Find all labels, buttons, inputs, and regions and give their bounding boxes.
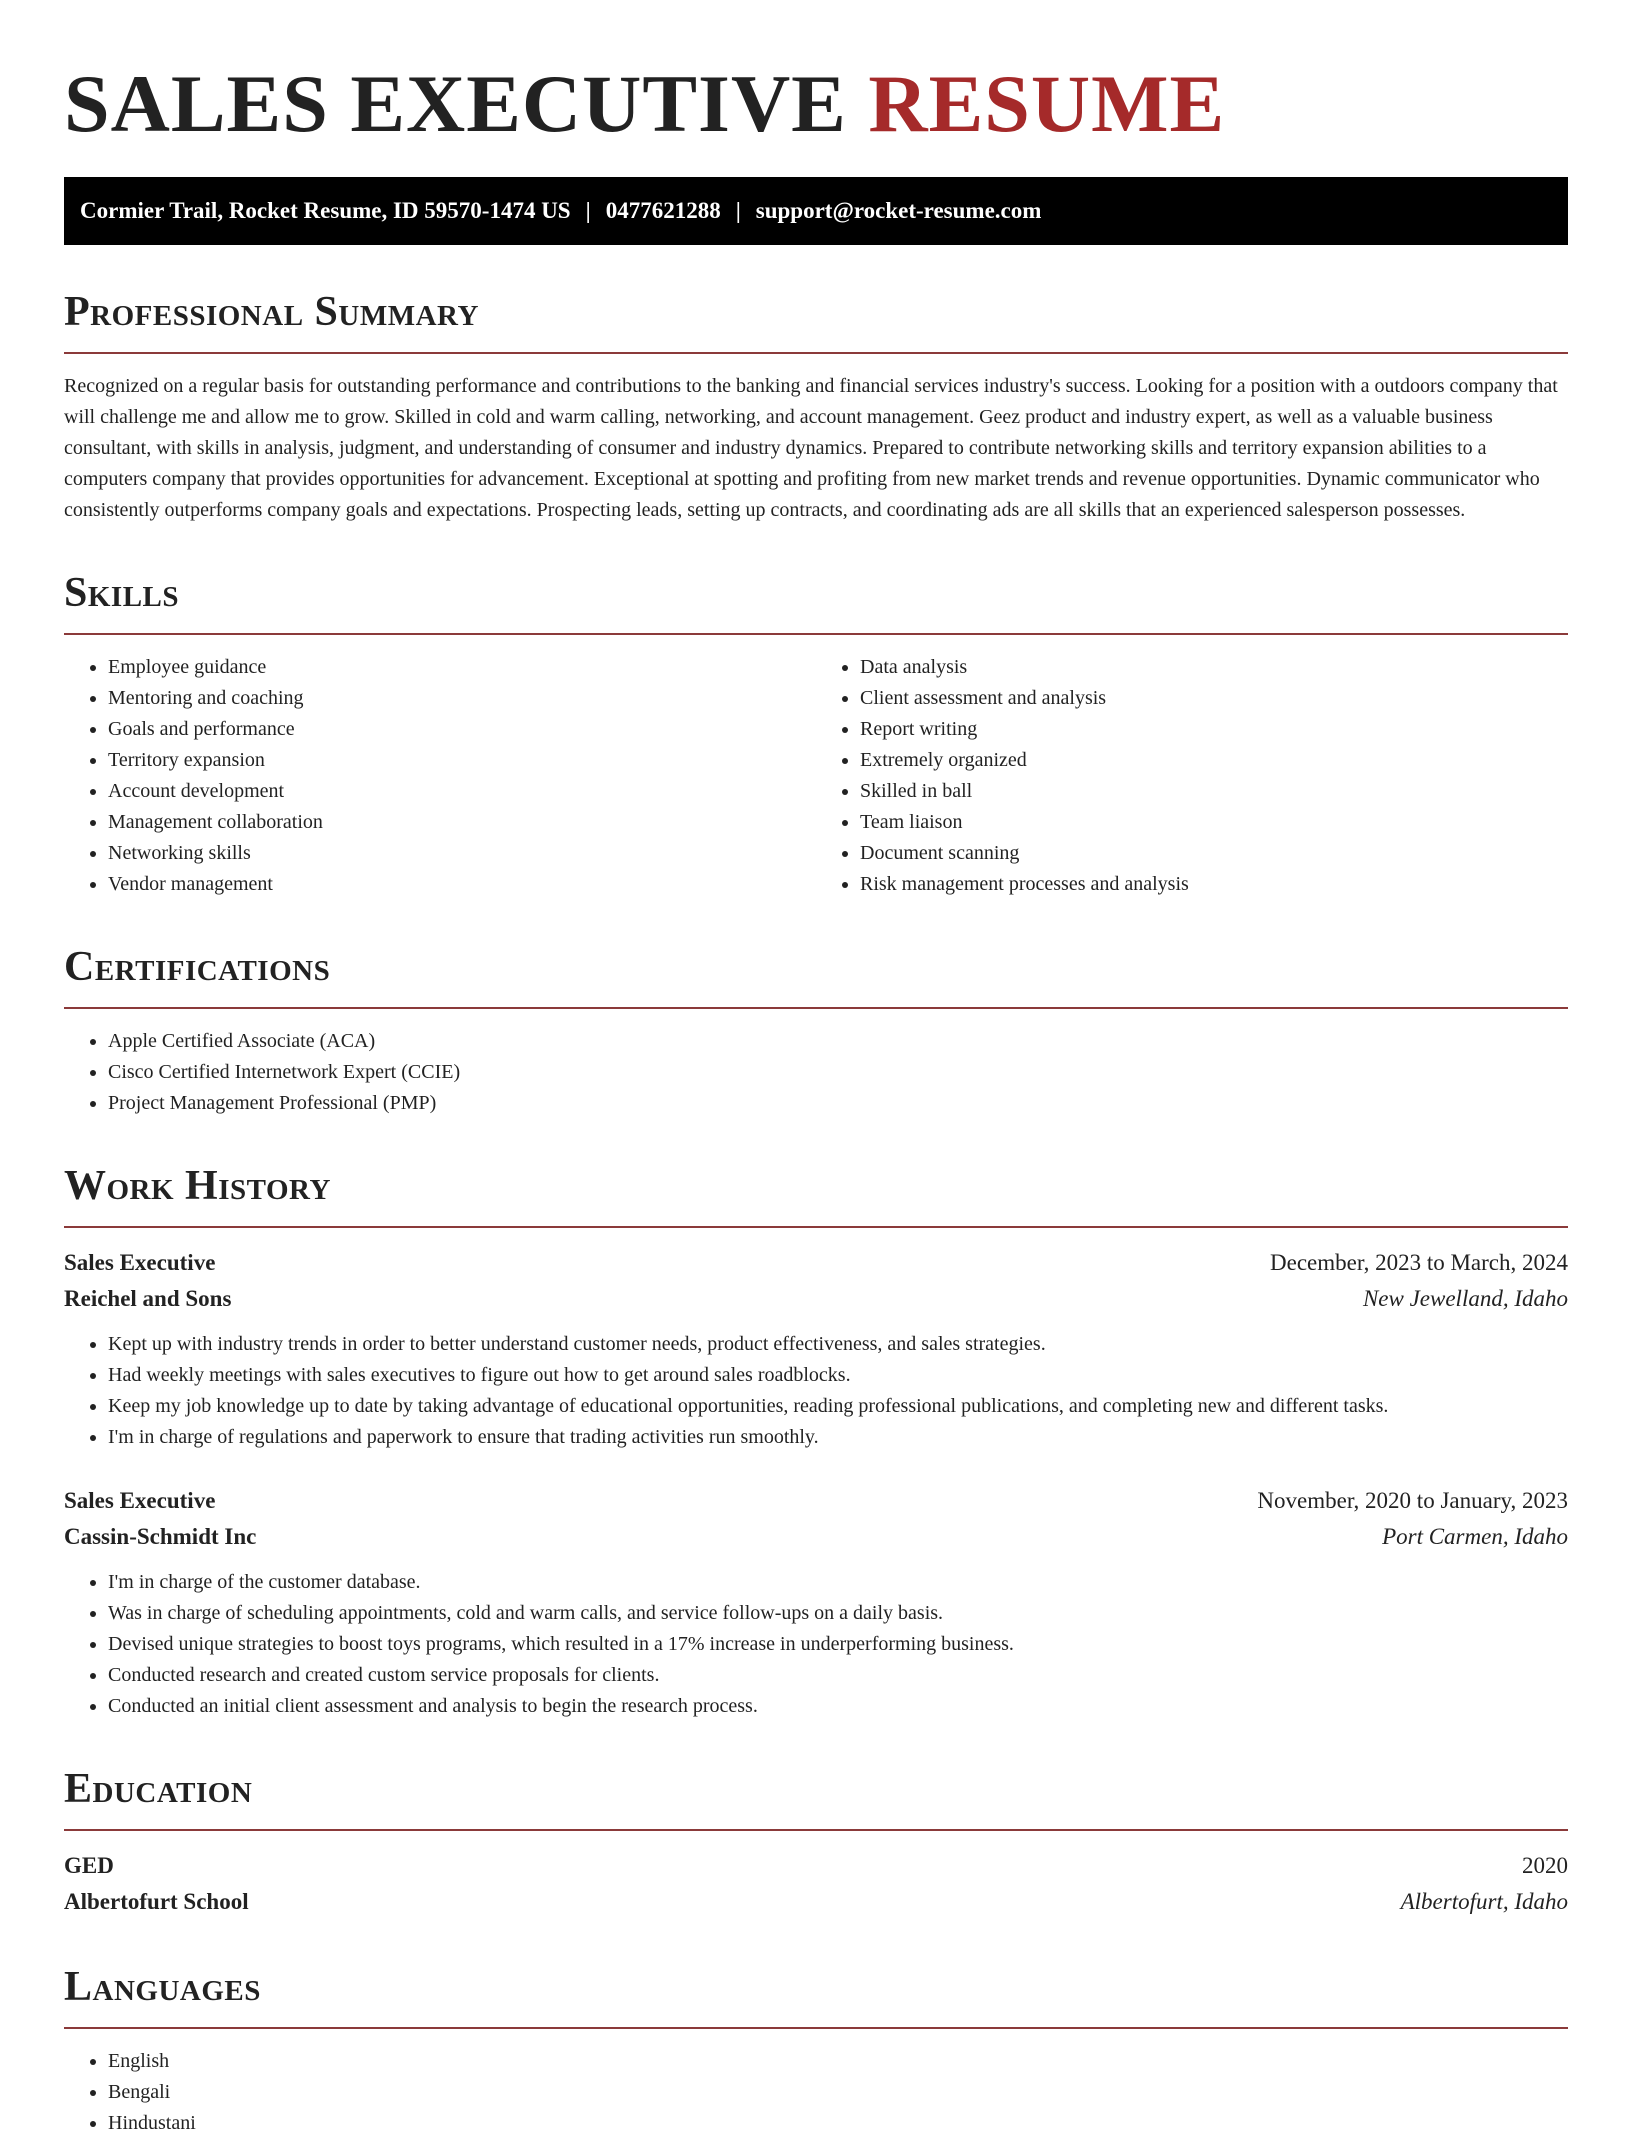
skills-column-left: [64, 652, 816, 900]
job-bullets: [64, 1567, 1568, 1722]
list-item: • Bengali: [108, 2077, 1568, 2108]
section-heading: Certifications: [64, 944, 331, 990]
list-item: • Mentoring and coaching: [108, 683, 816, 714]
list-item: • Devised unique strategies to boost toys programs, which resulted in a 17% increase in underperforming business.: [108, 1629, 1568, 1660]
list-item: • Client assessment and analysis: [860, 683, 1568, 714]
section-divider: [64, 352, 1568, 354]
list-item: • Account development: [108, 776, 816, 807]
job-dates: November, 2020 to January, 2023: [1257, 1488, 1568, 1513]
skills-column-right: [816, 652, 1568, 900]
title-accent: RESUME: [868, 58, 1226, 149]
education-header: [64, 1848, 1568, 1884]
list-item: • Extremely organized: [860, 745, 1568, 776]
job-subheader: [64, 1281, 1568, 1317]
list-item: • Was in charge of scheduling appointments, cold and warm calls, and service follow-ups on a daily basis.: [108, 1598, 1568, 1629]
list-item: • Vendor management: [108, 869, 816, 900]
summary-text: Recognized on a regular basis for outstanding performance and contributions to the banking and financial services industry's success. Looking for a position with a outdoors company that will challenge me and allow me to grow. Skilled in cold and warm calling, networking, and account management. Geez product and industry expert, as well as a valuable business consultant, with skills in analysis, judgment, and understanding of consumer and industry dynamics. Prepared to contribute networking skills and territory expansion abilities to a computers company that provides opportunities for advancement. Exceptional at spotting and profiting from new market trends and revenue opportunities. Dynamic communicator who consistently outperforms company goals and expectations. Prospecting leads, setting up contracts, and coordinating ads are all skills that an experienced salesperson possesses.: [64, 375, 1558, 521]
list-item: • Keep my job knowledge up to date by taking advantage of educational opportunities, reading professional publications, and completing new and different tasks.: [108, 1391, 1568, 1422]
contact-separator: |: [585, 198, 591, 223]
job-entry: [64, 1245, 1568, 1453]
education-location: Albertofurt, Idaho: [1400, 1889, 1568, 1914]
section-heading: Education: [64, 1766, 253, 1812]
list-item: • Management collaboration: [108, 807, 816, 838]
section-divider: [64, 1226, 1568, 1228]
list-item: • English: [108, 2046, 1568, 2077]
page-title: [64, 0, 1568, 150]
section-heading: Languages: [64, 1964, 261, 2010]
skills-list: [816, 652, 1568, 900]
skills-section: [64, 570, 1568, 900]
work-history-section: [64, 1163, 1568, 1722]
list-item: • I'm in charge of the customer database.: [108, 1567, 1568, 1598]
education-school: Albertofurt School: [64, 1889, 249, 1914]
list-item: • Goals and performance: [108, 714, 816, 745]
languages-section: [64, 1964, 1568, 2139]
section-heading: Professional Summary: [64, 289, 479, 335]
list-item: • Had weekly meetings with sales executives to figure out how to get around sales roadblocks.: [108, 1360, 1568, 1391]
job-header: [64, 1245, 1568, 1281]
skills-columns: [64, 652, 1568, 900]
title-main: SALES EXECUTIVE: [64, 58, 847, 149]
contact-email[interactable]: support@rocket-resume.com: [755, 198, 1042, 223]
list-item: • Team liaison: [860, 807, 1568, 838]
list-item: • Project Management Professional (PMP): [108, 1088, 1568, 1119]
list-item: • Document scanning: [860, 838, 1568, 869]
job-subheader: [64, 1519, 1568, 1555]
list-item: • Report writing: [860, 714, 1568, 745]
languages-list: [64, 2046, 1568, 2139]
education-subheader: [64, 1884, 1568, 1920]
list-item: • Hindustani: [108, 2108, 1568, 2139]
skills-list: [64, 652, 816, 900]
section-divider: [64, 2027, 1568, 2029]
job-header: [64, 1483, 1568, 1519]
list-item: • Kept up with industry trends in order to better understand customer needs, product effectiveness, and sales strategies.: [108, 1329, 1568, 1360]
summary-section: [64, 289, 1568, 526]
job-dates: December, 2023 to March, 2024: [1270, 1250, 1568, 1275]
job-role: Sales Executive: [64, 1488, 216, 1513]
job-location: New Jewelland, Idaho: [1362, 1286, 1568, 1311]
education-degree: GED: [64, 1853, 114, 1878]
job-entry: [64, 1483, 1568, 1722]
list-item: • Cisco Certified Internetwork Expert (CCIE): [108, 1057, 1568, 1088]
education-section: [64, 1766, 1568, 1920]
certifications-list: [64, 1026, 1568, 1119]
education-year: 2020: [1522, 1853, 1568, 1878]
contact-address: Cormier Trail, Rocket Resume, ID 59570-1474 US: [80, 198, 571, 223]
list-item: • Skilled in ball: [860, 776, 1568, 807]
section-heading: Work History: [64, 1163, 331, 1209]
job-location: Port Carmen, Idaho: [1382, 1524, 1568, 1549]
list-item: • Territory expansion: [108, 745, 816, 776]
contact-phone[interactable]: 0477621288: [605, 198, 721, 223]
list-item: • Risk management processes and analysis: [860, 869, 1568, 900]
education-entry: [64, 1848, 1568, 1920]
job-company: Cassin-Schmidt Inc: [64, 1524, 257, 1549]
list-item: • Apple Certified Associate (ACA): [108, 1026, 1568, 1057]
section-divider: [64, 633, 1568, 635]
list-item: • I'm in charge of regulations and paperwork to ensure that trading activities run smoothly.: [108, 1422, 1568, 1453]
list-item: • Conducted an initial client assessment and analysis to begin the research process.: [108, 1691, 1568, 1722]
section-heading: Skills: [64, 570, 180, 616]
section-divider: [64, 1007, 1568, 1009]
contact-separator: |: [735, 198, 741, 223]
job-role: Sales Executive: [64, 1250, 216, 1275]
list-item: • Employee guidance: [108, 652, 816, 683]
certifications-section: [64, 944, 1568, 1119]
list-item: • Data analysis: [860, 652, 1568, 683]
list-item: • Networking skills: [108, 838, 816, 869]
section-divider: [64, 1829, 1568, 1831]
contact-bar: [64, 177, 1568, 245]
list-item: • Conducted research and created custom service proposals for clients.: [108, 1660, 1568, 1691]
job-company: Reichel and Sons: [64, 1286, 232, 1311]
job-bullets: [64, 1329, 1568, 1453]
